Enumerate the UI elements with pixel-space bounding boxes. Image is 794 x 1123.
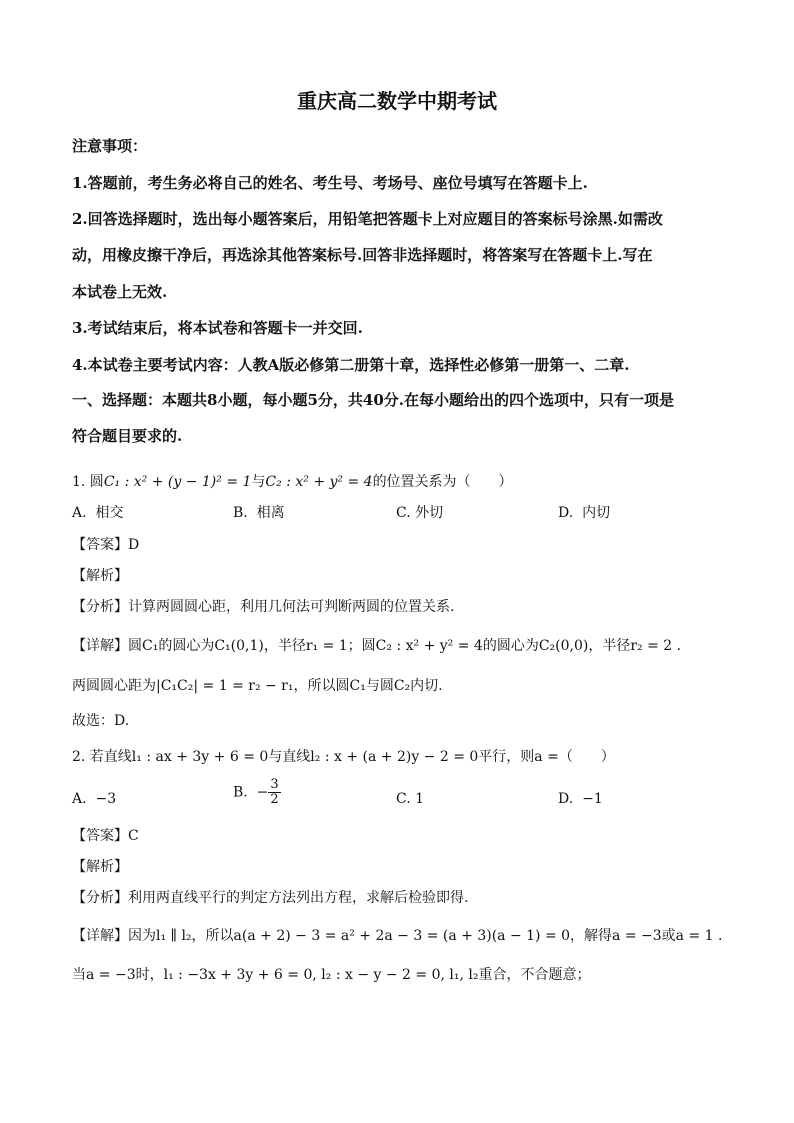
q1-analysis-tag: 【解析】: [72, 568, 128, 584]
q1-option-a: A. 相交: [72, 505, 124, 521]
q2-answer-value: C: [128, 828, 139, 844]
q2-option-d: D. −1: [558, 791, 603, 807]
q2-fenxi: 【分析】利用两直线平行的判定方法列出方程，求解后检验即得.: [72, 890, 469, 906]
document-title: 重庆高二数学中期考试: [297, 89, 497, 113]
q2-analysis-tag: 【解析】: [72, 859, 128, 875]
q1-stem-prefix: 1. 圆: [72, 474, 104, 490]
q1-circle-c1: C₁ : x² + (y − 1)² = 1: [103, 474, 252, 490]
q1-option-c: C. 外切: [396, 505, 444, 521]
q1-fenxi: 【分析】计算两圆圆心距，利用几何法可判断两圆的位置关系.: [72, 599, 455, 615]
question-1-stem: [72, 472, 513, 492]
q2-option-b: B. − $\frac{3}{2}$: [233, 777, 279, 807]
notice-item-2-line-1: 2.回答选择题时，选出每小题答案后，用铅笔把答题卡上对应题目的答案标号涂黑.如需改: [72, 210, 663, 228]
q1-circle-c2: C₂ : x² + y² = 4: [265, 474, 373, 490]
q2-detail-line-2: 当a = −3时，l₁ : −3x + 3y + 6 = 0, l₂ : x − y − 2 = 0, l₁, l₂重合，不合题意；: [72, 967, 591, 983]
question-2-stem: 2. 若直线l₁ : ax + 3y + 6 = 0与直线l₂ : x + (a + 2)y − 2 = 0平行，则a =（ ）: [72, 749, 615, 765]
notice-item-4: 4.本试卷主要考试内容：人教A版必修第二册第十章，选择性必修第一册第一、二章.: [72, 356, 630, 374]
q1-option-b: B. 相离: [233, 505, 285, 521]
q2-option-b-fraction: $\frac{3}{2}$: [270, 777, 279, 807]
q1-conclusion: 故选：D.: [72, 713, 130, 729]
q2-option-c: C. 1: [396, 791, 425, 807]
notice-item-3: 3.考试结束后，将本试卷和答题卡一并交回.: [72, 319, 363, 337]
q1-detail-line-2: 两圆圆心距为|C₁C₂| = 1 = r₂ − r₁，所以圆C₁与圆C₂内切.: [72, 678, 443, 694]
q1-option-d: D. 内切: [558, 505, 611, 521]
q2-answer: [72, 826, 139, 846]
q1-answer-value: D: [128, 537, 140, 553]
q2-option-a: A. −3: [72, 791, 117, 807]
notice-heading: 注意事项：: [72, 137, 148, 155]
q1-stem-mid: 与: [251, 474, 266, 490]
answer-tag: 【答案】: [72, 828, 128, 844]
section-heading-line-2: 符合题目要求的.: [72, 427, 183, 445]
q1-detail-line-1: 【详解】圆C₁的圆心为C₁(0,1)，半径r₁ = 1；圆C₂ : x² + y² = 4的圆心为C₂(0,0)，半径r₂ = 2 .: [72, 638, 682, 654]
notice-item-2-line-3: 本试卷上无效.: [72, 283, 168, 301]
notice-item-1: 1.答题前，考生务必将自己的姓名、考生号、考场号、座位号填写在答题卡上.: [72, 174, 588, 192]
q1-stem-suffix: 的位置关系为（ ）: [372, 474, 513, 490]
q1-answer: [72, 535, 139, 555]
answer-tag: 【答案】: [72, 537, 128, 553]
notice-item-2-line-2: 动，用橡皮擦干净后，再选涂其他答案标号.回答非选择题时，将答案写在答题卡上.写在: [72, 246, 653, 264]
q2-detail-line-1: 【详解】因为l₁ ∥ l₂，所以a(a + 2) − 3 = a² + 2a − 3 = (a + 3)(a − 1) = 0，解得a = −3或a = 1 .: [72, 928, 723, 944]
section-heading-line-1: 一、选择题：本题共8小题，每小题5分，共40分.在每小题给出的四个选项中，只有一项是: [72, 391, 674, 409]
